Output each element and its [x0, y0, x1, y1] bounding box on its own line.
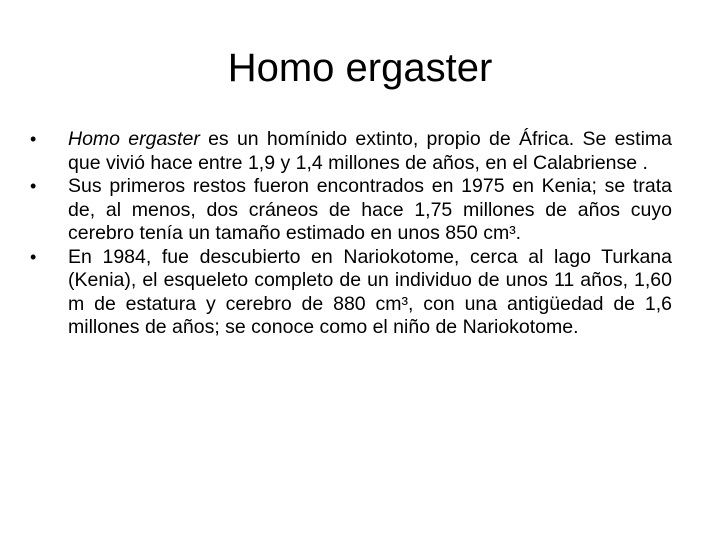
- bullet-item-2: [30, 175, 672, 246]
- bullet-item-1: [30, 128, 672, 175]
- bullet-list: [30, 128, 672, 340]
- bullet-item-3: [30, 246, 672, 340]
- bullet-dot-icon: •: [30, 176, 37, 196]
- bullet-text: Sus primeros restos fueron encontrados en 1975 en Kenia; se trata de, al menos, dos cráneos de hace 1,75 millones de años cuyo cerebro tenía un tamaño estimado en unos 850 cm³.: [68, 175, 672, 244]
- bullet-text: es un homínido extinto, propio de África. Se estima que vivió hace entre 1,9 y 1,4 millones de años, en el Calabriense .: [68, 128, 673, 174]
- bullet-emphasis: Homo ergaster: [68, 128, 200, 150]
- bullet-dot-icon: •: [30, 129, 37, 149]
- slide-title: Homo ergaster: [227, 46, 493, 90]
- bullet-dot-icon: •: [30, 246, 37, 267]
- bullet-text: En 1984, fue descubierto en Nariokotome, cerca al lago Turkana (Kenia), el esqueleto completo de un individuo de unos 11 años, 1,60 m de estatura y cerebro de 880 cm³, con una antigüedad de 1,6 millones de años; se conoce como el niño de Nariokotome.: [68, 245, 672, 338]
